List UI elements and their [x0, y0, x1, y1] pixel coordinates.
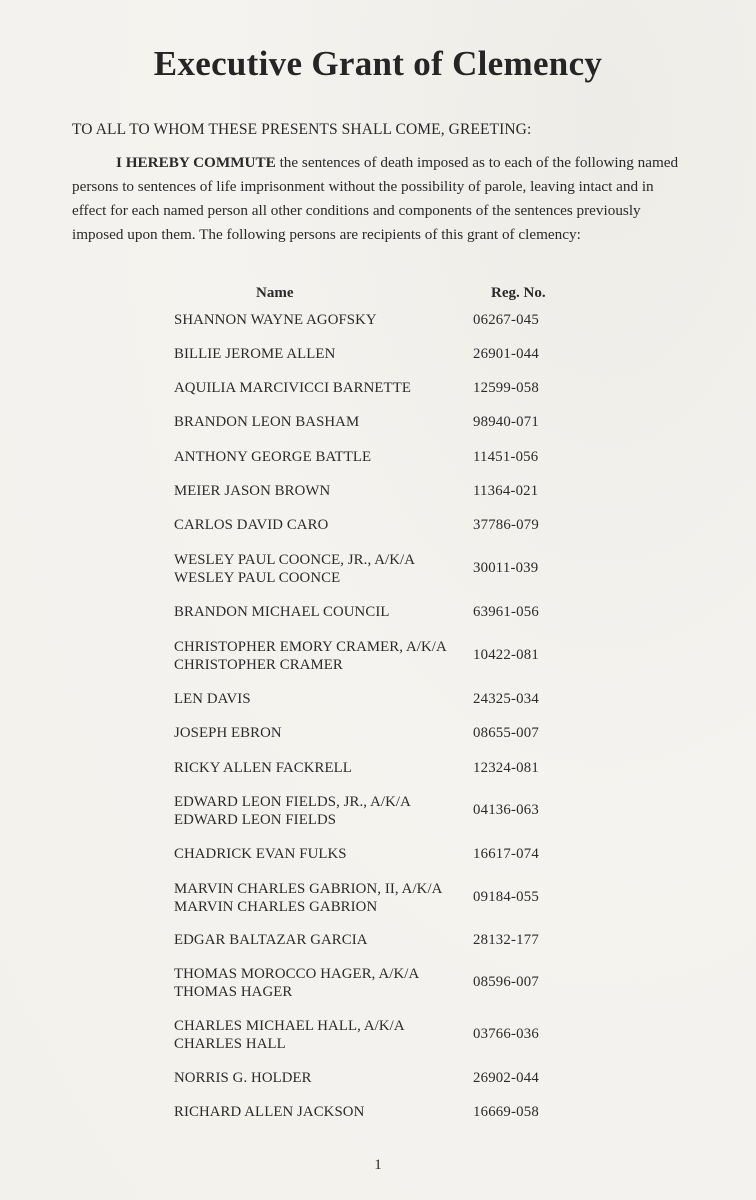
- recipient-name-line: SHANNON WAYNE AGOFSKY: [174, 312, 377, 328]
- recipient-name-line: ANTHONY GEORGE BATTLE: [174, 449, 372, 465]
- reg-number: 11364-021: [473, 483, 539, 499]
- recipient-name: [174, 1069, 464, 1087]
- reg-number: 28132-177: [473, 932, 539, 948]
- recipient-name: [174, 1103, 464, 1121]
- recipient-name-line: WESLEY PAUL COONCE, JR., A/K/A: [174, 552, 415, 568]
- recipient-name-line: EDGAR BALTAZAR GARCIA: [174, 932, 368, 948]
- recipient-name-line: RICKY ALLEN FACKRELL: [174, 760, 352, 776]
- recipient-name: [174, 516, 464, 534]
- recipient-name-line: WESLEY PAUL COONCE: [174, 570, 341, 586]
- recipient-name-line: MARVIN CHARLES GABRION, II, A/K/A: [174, 881, 443, 897]
- reg-number: 37786-079: [473, 517, 539, 533]
- recipient-name: [174, 793, 464, 829]
- recipient-name-line: THOMAS HAGER: [174, 984, 293, 1000]
- recipient-name-line: THOMAS MOROCCO HAGER, A/K/A: [174, 966, 420, 982]
- reg-number: 12599-058: [473, 380, 539, 396]
- paragraph-lead: I HEREBY COMMUTE: [116, 154, 276, 171]
- recipient-name: [174, 603, 464, 621]
- recipient-name: [174, 931, 464, 949]
- recipient-name-line: CHRISTOPHER CRAMER: [174, 657, 343, 673]
- recipient-name-line: JOSEPH EBRON: [174, 725, 282, 741]
- recipient-name-line: LEN DAVIS: [174, 691, 251, 707]
- recipient-name-line: EDWARD LEON FIELDS, JR., A/K/A: [174, 794, 411, 810]
- recipient-name: [174, 724, 464, 742]
- name-column-header: Name: [256, 285, 294, 301]
- commutation-paragraph: [72, 151, 690, 247]
- recipient-name: [174, 413, 464, 431]
- page-number: 1: [374, 1157, 382, 1173]
- reg-number: 08596-007: [473, 974, 539, 990]
- recipient-name: [174, 551, 464, 587]
- recipient-name-line: BRANDON MICHAEL COUNCIL: [174, 604, 390, 620]
- recipient-name-line: RICHARD ALLEN JACKSON: [174, 1104, 365, 1120]
- recipient-name: [174, 379, 464, 397]
- reg-number: 10422-081: [473, 647, 539, 663]
- reg-no-column-header: Reg. No.: [491, 285, 546, 301]
- recipient-name: [174, 759, 464, 777]
- document-title: Executive Grant of Clemency: [153, 44, 603, 83]
- reg-number: 30011-039: [473, 560, 539, 576]
- reg-number: 12324-081: [473, 760, 539, 776]
- recipient-name: [174, 1017, 464, 1053]
- reg-number: 03766-036: [473, 1026, 539, 1042]
- reg-number: 16669-058: [473, 1104, 539, 1120]
- recipient-name-line: EDWARD LEON FIELDS: [174, 812, 337, 828]
- recipient-name-line: CARLOS DAVID CARO: [174, 517, 329, 533]
- reg-number: 63961-056: [473, 604, 539, 620]
- recipient-name: [174, 482, 464, 500]
- reg-number: 11451-056: [473, 449, 539, 465]
- reg-number: 04136-063: [473, 802, 539, 818]
- recipient-name-line: CHRISTOPHER EMORY CRAMER, A/K/A: [174, 639, 447, 655]
- recipient-name: [174, 448, 464, 466]
- recipient-name-line: AQUILIA MARCIVICCI BARNETTE: [174, 380, 411, 396]
- paragraph-body: the sentences of death imposed as to each of the following named persons to sentences of life imprisonment without the possibility of parole, leaving intact and in effect for each named person all other conditions and components of the sentences previously imposed upon them. The following persons are recipients of this grant of clemency:: [72, 154, 679, 243]
- recipient-name-line: MEIER JASON BROWN: [174, 483, 331, 499]
- recipient-name-line: CHARLES HALL: [174, 1036, 286, 1052]
- reg-number: 09184-055: [473, 889, 539, 905]
- reg-number: 08655-007: [473, 725, 539, 741]
- recipient-name-line: BILLIE JEROME ALLEN: [174, 346, 336, 362]
- reg-number: 26901-044: [473, 346, 539, 362]
- reg-number: 24325-034: [473, 691, 539, 707]
- reg-number: 06267-045: [473, 312, 539, 328]
- recipient-name-line: NORRIS G. HOLDER: [174, 1070, 312, 1086]
- recipient-name: [174, 690, 464, 708]
- recipient-name-line: BRANDON LEON BASHAM: [174, 414, 360, 430]
- reg-number: 98940-071: [473, 414, 539, 430]
- recipient-name-line: CHADRICK EVAN FULKS: [174, 846, 347, 862]
- reg-number: 26902-044: [473, 1070, 539, 1086]
- recipient-name-line: MARVIN CHARLES GABRION: [174, 899, 378, 915]
- recipient-name: [174, 880, 464, 916]
- recipient-name: [174, 345, 464, 363]
- recipient-name: [174, 311, 464, 329]
- recipient-name: [174, 845, 464, 863]
- recipient-name: [174, 965, 464, 1001]
- salutation: TO ALL TO WHOM THESE PRESENTS SHALL COME, GREETING:: [72, 121, 532, 138]
- recipient-name: [174, 638, 464, 674]
- reg-number: 16617-074: [473, 846, 539, 862]
- recipient-name-line: CHARLES MICHAEL HALL, A/K/A: [174, 1018, 405, 1034]
